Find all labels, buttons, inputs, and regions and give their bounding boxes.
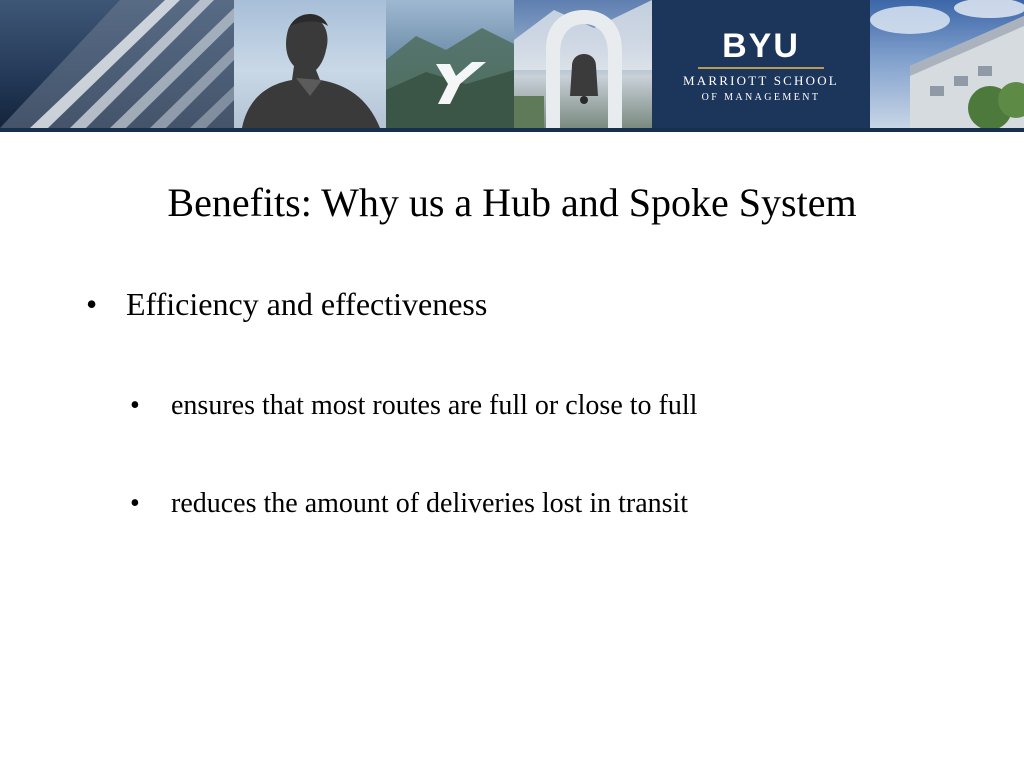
byu-marriott-logo (652, 0, 870, 128)
logo-division-name: OF MANAGEMENT (701, 92, 821, 103)
banner-divider (0, 128, 1024, 132)
bullet-dot-icon: • (130, 390, 140, 421)
banner-photo-statue (234, 0, 386, 128)
sub-bullet (130, 388, 697, 424)
logo-school-name: MARRIOTT SCHOOL (683, 73, 839, 88)
sub-bullet (130, 486, 688, 522)
header-banner (0, 0, 1024, 128)
bullet-main (86, 284, 487, 324)
logo-divider (698, 67, 824, 69)
banner-photo-campus-building (870, 0, 1024, 128)
sub-bullet-text: ensures that most routes are full or close to full (171, 390, 698, 421)
banner-photo-mountain-y (386, 0, 514, 128)
bullet-dot-icon: • (86, 286, 98, 322)
bullet-main-text: Efficiency and effectiveness (126, 286, 488, 322)
logo-wordmark: BYU (722, 27, 800, 65)
banner-photo-building (0, 0, 234, 128)
sub-bullet-text: reduces the amount of deliveries lost in transit (171, 488, 689, 519)
banner-photo-bell-tower (514, 0, 652, 128)
slide-title: Benefits: Why us a Hub and Spoke System (167, 180, 857, 225)
bullet-dot-icon: • (130, 488, 140, 519)
